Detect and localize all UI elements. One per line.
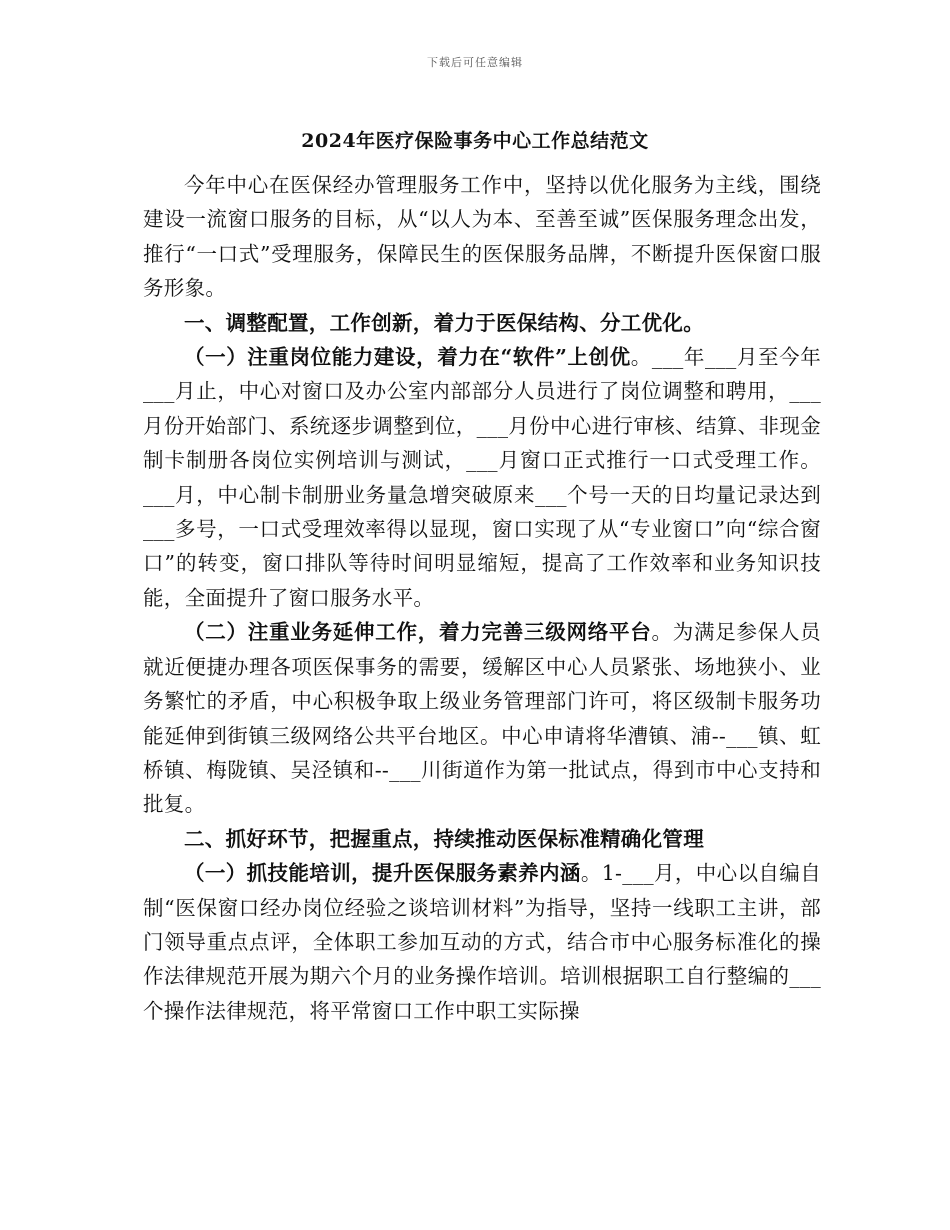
section-1-sub-1-lead: （一）注重岗位能力建设，着力在“软件”上创优 <box>184 345 631 370</box>
intro-paragraph: 今年中心在医保经办管理服务工作中，坚持以优化服务为主线，围绕建设一流窗口服务的目标，从“以人为本、至善至诚”医保服务理念出发，推行“一口式”受理服务，保障民生的医保服务品牌，不断提升医保窗口服务形象。 <box>143 173 821 301</box>
section-1-sub-2-lead: （二）注重业务延伸工作，着力完善三级网络平台 <box>184 620 652 645</box>
section-1-sub-1-text: 。___年___月至今年___月止，中心对窗口及办公室内部部分人员进行了岗位调整和聘用，___月份开始部门、系统逐步调整到位，___月份中心进行审核、结算、非现金制卡制册各岗位实例培训与测试，___月窗口正式推行一口式受理工作。___月，中心制卡制册业务量急增突破原来___个号一天的日均量记录达到___多号，一口式受理效率得以显现，窗口实现了从“专业窗口”向“综合窗口”的转变，窗口排队等待时间明显缩短，提高了工作效率和业务知识技能，全面提升了窗口服务水平。 <box>143 345 821 610</box>
section-2-heading: 二、抓好环节，把握重点，持续推动医保标准精确化管理 <box>184 826 704 851</box>
section-2-sub-1 <box>143 856 821 1028</box>
section-1-sub-2-text: 。为满足参保人员就近便捷办理各项医保事务的需要，缓解区中心人员紧张、场地狭小、业务繁忙的矛盾，中心积极争取上级业务管理部门许可，将区级制卡服务功能延伸到街镇三级网络公共平台地区。中心申请将华漕镇、浦--___镇、虹桥镇、梅陇镇、吴泾镇和--___川街道作为第一批试点，得到市中心支持和批复。 <box>143 620 821 817</box>
section-1-sub-1 <box>143 340 821 615</box>
header-note: 下载后可任意编辑 <box>427 56 523 69</box>
document-title: 2024年医疗保险事务中心工作总结范文 <box>301 130 649 152</box>
section-2-sub-1-lead: （一）抓技能培训，提升医保服务素养内涵 <box>184 861 581 886</box>
document-body <box>143 168 821 1028</box>
section-1-sub-2 <box>143 615 821 821</box>
section-2-sub-1-text: 。1-___月，中心以自编自制“医保窗口经办岗位经验之谈培训材料”为指导，坚持一线职工主讲，部门领导重点点评，全体职工参加互动的方式，结合市中心服务标准化的操作法律规范开展为期六个月的业务操作培训。培训根据职工自行整编的___个操作法律规范，将平常窗口工作中职工实际操 <box>143 861 821 1023</box>
section-1-heading: 一、调整配置，工作创新，着力于医保结构、分工优化。 <box>184 310 704 335</box>
